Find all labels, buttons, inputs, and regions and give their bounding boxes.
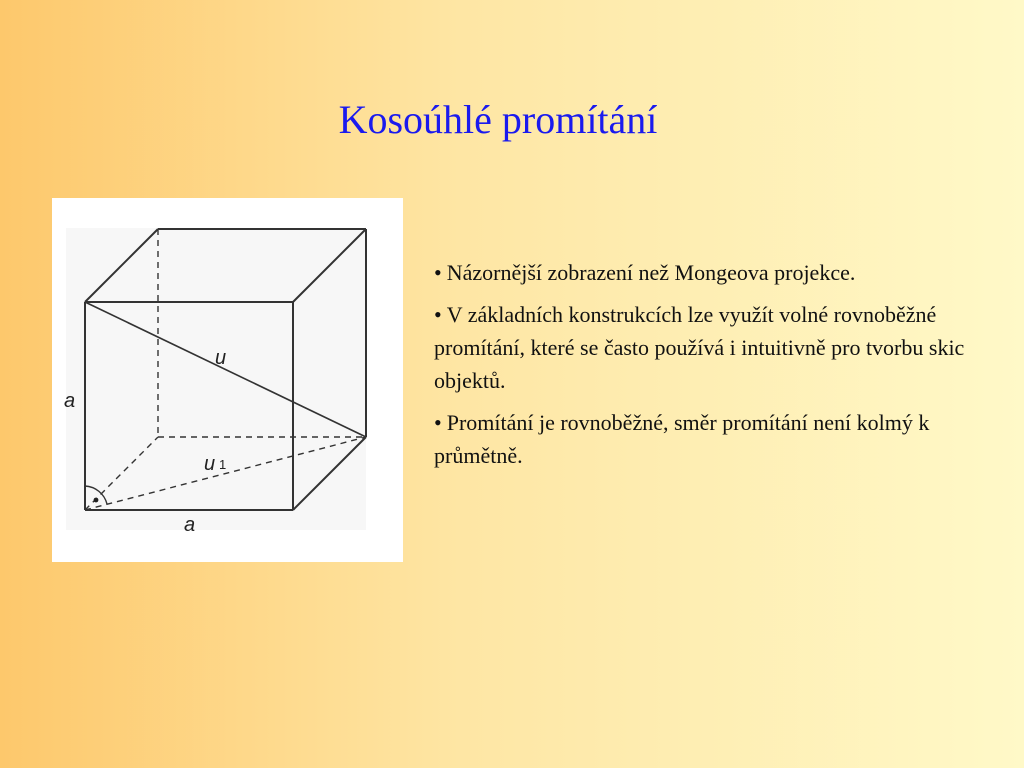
bullet-text: Promítání je rovnoběžné, směr promítání není kolmý k průmětně. (434, 410, 930, 468)
cube-figure (52, 198, 403, 562)
bullet-text: Názornější zobrazení než Mongeova projekce. (446, 260, 856, 285)
label-diagonal: u (215, 347, 227, 369)
bullet-list (434, 256, 994, 481)
right-angle-dot (94, 498, 99, 503)
label-edge-bottom: a (184, 514, 196, 536)
label-edge-left: a (64, 390, 76, 412)
label-face-diagonal-sub: 1 (219, 457, 227, 472)
bullet-item (434, 298, 994, 397)
bullet-mark: • (434, 410, 442, 435)
bullet-item (434, 406, 994, 472)
bullet-item (434, 256, 994, 289)
slide-title: Kosoúhlé promítání (338, 97, 658, 142)
label-face-diagonal: u (204, 453, 216, 475)
bullet-mark: • (434, 260, 442, 285)
bullet-text: V základních konstrukcích lze využít volné rovnoběžné promítání, které se často používá i intuitivně pro tvorbu skic objektů. (434, 302, 965, 393)
bullet-mark: • (434, 302, 442, 327)
cube-diagram (52, 198, 403, 562)
